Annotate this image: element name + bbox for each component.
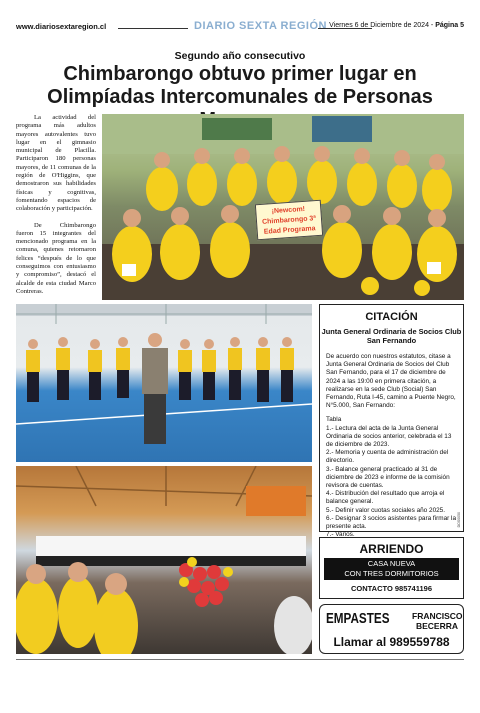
- empastes-phone: Llamar al 989559788: [333, 635, 450, 649]
- group-photo-sign: [255, 200, 323, 241]
- agenda-item: 4.- Distribución del resultado que arroja el balance general.: [326, 490, 445, 506]
- gym-court-figures: [16, 304, 312, 462]
- arriendo-ad: [319, 537, 464, 599]
- empastes-title: EMPASTES: [326, 610, 390, 627]
- ad-code: DOS0050: [457, 511, 461, 527]
- citacion-notice: [319, 304, 464, 539]
- agenda-item: 6.- Designar 3 socios asistentes para firmar la presente acta.: [326, 514, 456, 531]
- bottom-rule: [16, 659, 464, 660]
- citacion-tabla-label: Tabla: [326, 416, 342, 424]
- page-header: [16, 22, 464, 36]
- citacion-body: [326, 353, 459, 539]
- arriendo-line2: CON TRES DORMITORIOS: [344, 569, 439, 578]
- date-text: Viernes 6 de Diciembre de 2024 -: [329, 22, 434, 29]
- arriendo-title: ARRIENDO: [359, 542, 424, 556]
- agenda-item: 2.- Memoria y cuenta de administración del directorio.: [326, 449, 449, 465]
- empastes-last-name: BECERRA: [415, 621, 459, 631]
- citacion-intro: De acuerdo con nuestros estatutos, citase a Junta General Ordinaria de Socios del Club San Fernando, para el 17 de diciembre de 2024 a las 19:00 en primera citación, a realizarse en la sede Club (Social) San Fernando, Ruta I-45, camino a Puente Negro, N°5.000, San Fernando:: [326, 353, 456, 410]
- group-photo: [102, 114, 464, 300]
- newspaper-name: DIARIO SEXTA REGIÓN: [194, 20, 327, 32]
- agenda-item: 3.- Balance general practicado al 31 de diciembre de 2023 e informe de la comisión revisora de cuentas.: [326, 465, 450, 490]
- citacion-subtitle: Junta General Ordinaria de Socios Club San Fernando: [321, 327, 462, 345]
- agenda-item: 1.- Lectura del acta de la Junta General Ordinaria de socios anterior, celebrada el 13 de diciembre de 2023.: [326, 424, 452, 449]
- article-body: [16, 114, 96, 296]
- edition-date: [329, 22, 464, 29]
- sign-text: ¡Newcom! Chimbarongo 3ª Edad Programa: [261, 205, 317, 236]
- article-kicker: Segundo año consecutivo: [174, 50, 306, 62]
- arriendo-band: [324, 558, 459, 580]
- article-paragraph: La actividad del programa más adultos mayores autovalentes tuvo lugar en el gimnasio municipal de Placilla. Participaron 180 personas mayores, de 11 comunas de la región de O'Higgins, que demostraron sus habilidades físicas y cognitivas, fomentando espacios de colaboración y participación.: [16, 114, 96, 213]
- site-url: www.diariosextaregion.cl: [16, 22, 107, 31]
- gym-balloons-photo: [16, 466, 312, 654]
- agenda-item: 5.- Definir valor cuotas sociales año 2025.: [326, 506, 446, 514]
- arriendo-contact: CONTACTO 985741196: [350, 584, 432, 593]
- page-number: Página 5: [435, 22, 464, 29]
- agenda-item: 7.- Varios.: [326, 531, 355, 539]
- gym-balloons-figures: [16, 466, 312, 654]
- arriendo-line1: CASA NUEVA: [367, 559, 416, 568]
- empastes-first-name: FRANCISCO: [412, 611, 463, 621]
- article-headline: Chimbarongo obtuvo primer lugar en Olimpíadas Intercomunales de Personas: [47, 63, 433, 108]
- header-divider-left: [118, 28, 188, 29]
- citacion-title: CITACIÓN: [365, 311, 418, 323]
- article-paragraph: De Chimbarongo fueron 15 integrantes del mencionado programa en la comuna, quienes retornaron felices “después de lo que conseguimos con entusiasmo y compromiso”, destacó el alcalde de esta ciudad Marco Contreras.: [16, 221, 96, 295]
- empastes-person: [412, 611, 462, 631]
- gym-court-photo: [16, 304, 312, 462]
- empastes-ad: [319, 604, 464, 654]
